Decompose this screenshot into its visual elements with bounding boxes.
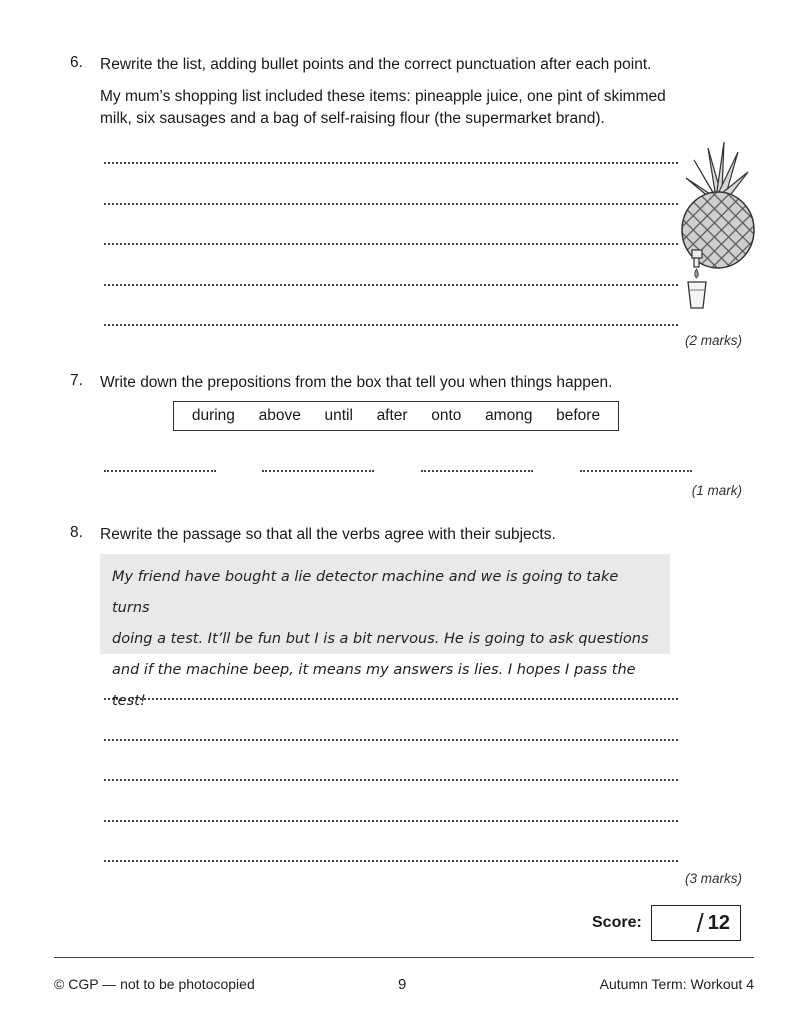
answer-blank-q7-4[interactable] — [580, 470, 692, 472]
answer-blank-q7-2[interactable] — [262, 470, 374, 472]
question-8-number: 8. — [70, 524, 83, 541]
pineapple-juice-illustration — [672, 138, 762, 313]
answer-blank-q7-1[interactable] — [104, 470, 216, 472]
passage-line-2: doing a test. It’ll be fun but I is a bit nervous. He is going to ask questions — [112, 631, 649, 647]
question-6-number: 6. — [70, 54, 83, 71]
question-6-marks: (2 marks) — [685, 333, 742, 348]
footer-divider — [54, 957, 754, 958]
question-7-marks: (1 mark) — [691, 483, 742, 498]
question-6-instruction: Rewrite the list, adding bullet points and the correct punctuation after each point. — [100, 56, 652, 73]
passage-box — [100, 554, 670, 709]
footer-section: Autumn Term: Workout 4 — [599, 976, 754, 992]
passage-line-3: and if the machine beep, it means my answers is lies. I hopes I pass the test! — [112, 662, 636, 709]
question-8-instruction: Rewrite the passage so that all the verbs agree with their subjects. — [100, 526, 556, 543]
answer-line-q8-4[interactable] — [104, 820, 678, 822]
answer-line-q6-4[interactable] — [104, 284, 678, 286]
question-7-instruction: Write down the prepositions from the box that tell you when things happen. — [100, 374, 613, 391]
word-during: during — [191, 407, 235, 424]
answer-line-q6-3[interactable] — [104, 243, 678, 245]
score-total: 12 — [707, 911, 730, 934]
answer-line-q8-3[interactable] — [104, 779, 678, 781]
score-box[interactable] — [651, 905, 741, 941]
question-8-marks: (3 marks) — [685, 871, 742, 886]
answer-line-q6-5[interactable] — [104, 324, 678, 326]
answer-line-q6-2[interactable] — [104, 203, 678, 205]
answer-line-q8-5[interactable] — [104, 860, 678, 862]
answer-line-q6-1[interactable] — [104, 162, 678, 164]
question-7-number: 7. — [70, 372, 83, 389]
answer-line-q8-2[interactable] — [104, 739, 678, 741]
question-6-intro: My mum’s shopping list included these items: pineapple juice, one pint of skimmed milk, six sausages and a bag of self-raising flour (the supermarket brand). — [100, 88, 666, 127]
answer-line-q8-1[interactable] — [104, 698, 678, 700]
word-box — [173, 401, 619, 431]
score-slash: / — [696, 907, 704, 938]
footer-page-number: 9 — [398, 976, 407, 993]
word-among: among — [485, 407, 533, 424]
answer-blank-q7-3[interactable] — [421, 470, 533, 472]
word-until: until — [324, 407, 353, 424]
score-label: Score: — [592, 914, 642, 931]
passage-line-1: My friend have bought a lie detector machine and we is going to take turns — [112, 569, 619, 616]
footer-copyright: © CGP — not to be photocopied — [54, 976, 255, 992]
word-above: above — [258, 407, 301, 424]
word-after: after — [376, 407, 408, 424]
word-onto: onto — [431, 407, 462, 424]
word-before: before — [556, 407, 601, 424]
